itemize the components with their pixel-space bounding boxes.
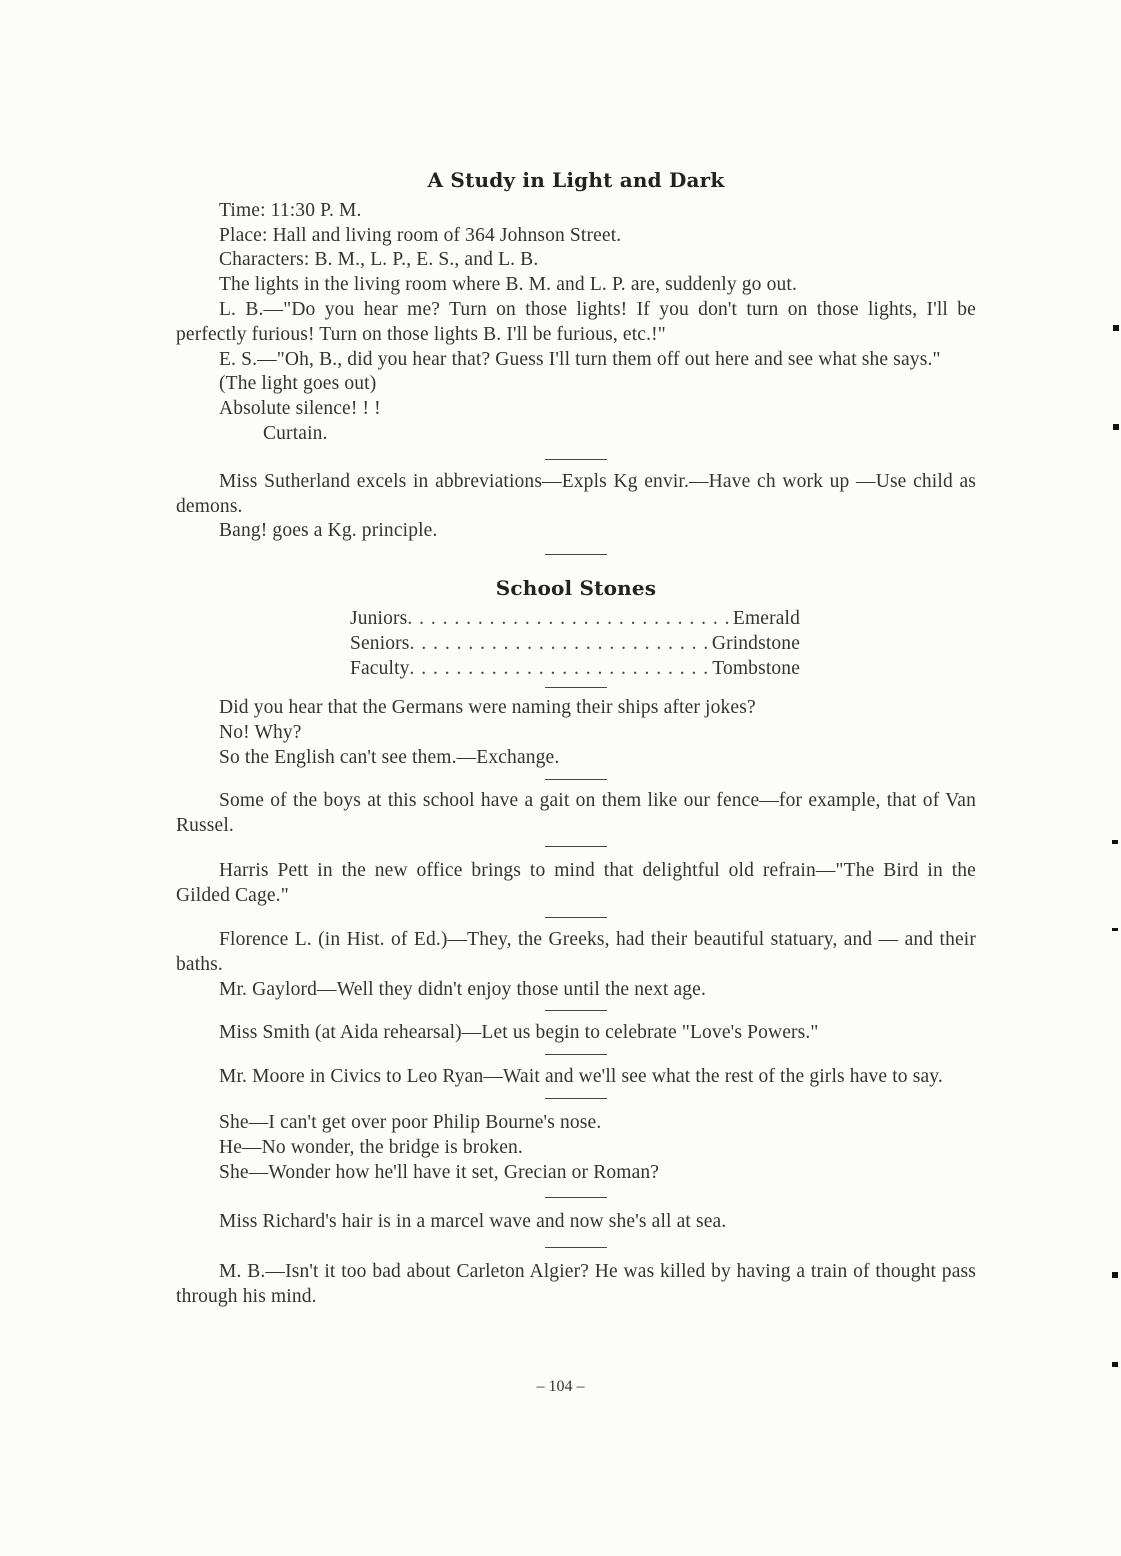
paragraph: Place: Hall and living room of 364 Johnson Street.: [219, 224, 622, 246]
page-number: – 104 –: [536, 1378, 585, 1395]
leader-dots: [407, 607, 733, 632]
paragraph: (The light goes out): [219, 373, 377, 395]
paragraph: Characters: B. M., L. P., E. S., and L. B.: [219, 249, 539, 271]
edge-mark: [1113, 325, 1119, 331]
paragraph: Did you hear that the Germans were naming their ships after jokes?: [219, 697, 756, 719]
paragraph: M. B.—Isn't it too bad about Carleton Algier? He was killed by having a train of thought pass through his mind.: [176, 1261, 976, 1307]
paragraph: No! Why?: [219, 722, 302, 744]
section-title-school-stones: School Stones: [495, 576, 657, 601]
edge-mark: [1112, 1362, 1118, 1367]
paragraph: Time: 11:30 P. M.: [219, 199, 362, 221]
edge-mark: [1112, 1272, 1118, 1278]
paragraph: She—Wonder how he'll have it set, Grecian or Roman?: [219, 1161, 660, 1183]
leader-dots: [410, 632, 712, 657]
page-content: [176, 168, 976, 1310]
paragraph: Some of the boys at this school have a gait on them like our fence—for example, that of Van Russel.: [176, 789, 976, 836]
table-row: [350, 632, 800, 657]
row-value: Emerald: [732, 607, 800, 629]
paragraph: Miss Smith (at Aida rehearsal)—Let us begin to celebrate "Love's Powers.": [219, 1022, 819, 1044]
paragraph: Mr. Gaylord—Well they didn't enjoy those until the next age.: [219, 978, 706, 1000]
table-row: [350, 657, 800, 682]
paragraph: Bang! goes a Kg. principle.: [219, 520, 438, 542]
paragraph: She—I can't get over poor Philip Bourne's nose.: [219, 1111, 602, 1133]
edge-mark: [1113, 424, 1119, 430]
paragraph: So the English can't see them.—Exchange.: [219, 746, 560, 768]
edge-mark: [1112, 840, 1118, 844]
paragraph: Harris Pett in the new office brings to mind that delightful old refrain—"The Bird in the Gilded Cage.": [176, 860, 976, 907]
section-title-light-dark: A Study in Light and Dark: [427, 168, 725, 192]
paragraph: Curtain.: [263, 422, 328, 444]
paragraph: E. S.—"Oh, B., did you hear that? Guess I'll turn them off out here and see what she says.": [219, 348, 941, 370]
row-label: Juniors: [350, 607, 408, 629]
row-label: Seniors: [350, 632, 410, 654]
paragraph: Absolute silence! ! !: [219, 398, 381, 420]
edge-mark: [1112, 928, 1118, 931]
paragraph: Miss Sutherland excels in abbreviations—Expls Kg envir.—Have ch work up —Use child as demons.: [176, 470, 976, 517]
paragraph: He—No wonder, the bridge is broken.: [219, 1136, 523, 1158]
row-value: Grindstone: [711, 632, 800, 654]
leader-dots: [410, 657, 713, 682]
paragraph: Miss Richard's hair is in a marcel wave and now she's all at sea.: [219, 1211, 727, 1233]
paragraph: The lights in the living room where B. M. and L. P. are, suddenly go out.: [219, 274, 798, 296]
stones-table: [350, 607, 800, 681]
paragraph: Mr. Moore in Civics to Leo Ryan—Wait and we'll see what the rest of the girls have to say.: [219, 1066, 943, 1088]
paragraph: L. B.—"Do you hear me? Turn on those lights! If you don't turn on those lights, I'll be perfectly furious! Turn on those lights B. I'll be furious, etc.!": [176, 298, 976, 345]
paragraph: Florence L. (in Hist. of Ed.)—They, the Greeks, had their beautiful statuary, and — and their baths.: [176, 928, 976, 975]
row-value: Tombstone: [712, 657, 800, 679]
table-row: [350, 607, 800, 632]
row-label: Faculty: [350, 657, 410, 679]
